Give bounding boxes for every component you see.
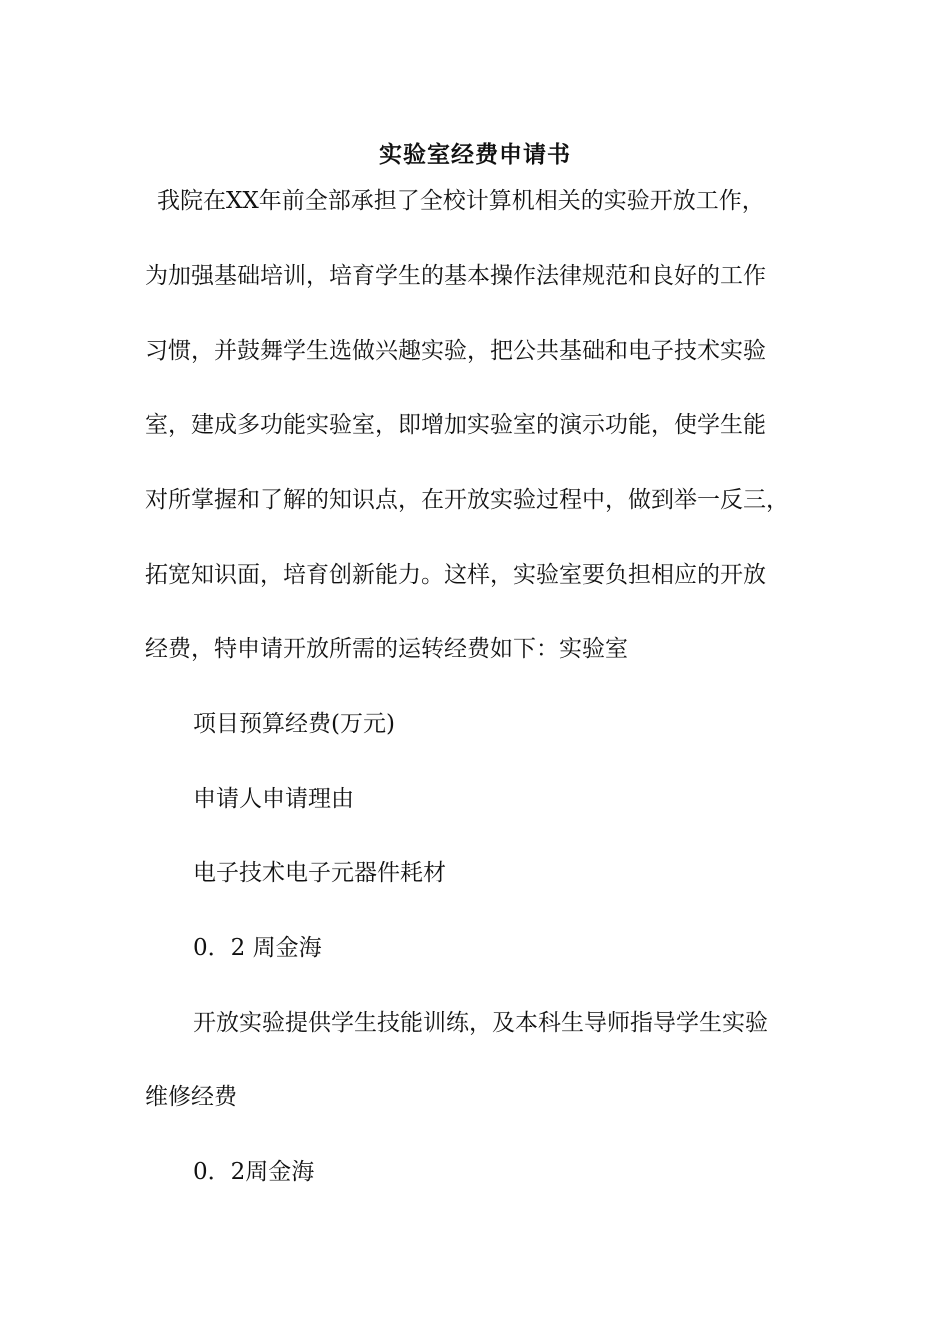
body-line-5: 对所掌握和了解的知识点，在开放实验过程中，做到举一反三， [145,487,789,513]
amount-line-2: 0．2周金海 [193,1159,315,1185]
body-line-3: 习惯，并鼓舞学生选做兴趣实验，把公共基础和电子技术实验 [145,338,766,364]
body-line-7: 经费，特申请开放所需的运转经费如下：实验室 [145,636,628,662]
body-line-2: 为加强基础培训，培育学生的基本操作法律规范和良好的工作 [145,263,766,289]
reason-line-1: 开放实验提供学生技能训练，及本科生导师指导学生实验 [193,1010,768,1036]
amount-line-1: 0．2 周金海 [193,935,322,961]
budget-header-line: 项目预算经费(万元) [193,711,395,737]
body-line-1: 我院在XX年前全部承担了全校计算机相关的实验开放工作， [157,188,765,214]
document-title: 实验室经费申请书 [379,141,571,168]
item-line-1: 电子技术电子元器件耗材 [193,860,446,886]
applicant-header-line: 申请人申请理由 [193,786,354,812]
body-line-6: 拓宽知识面，培育创新能力。这样，实验室要负担相应的开放 [145,562,766,588]
body-line-4: 室，建成多功能实验室，即增加实验室的演示功能，使学生能 [145,412,766,438]
item-line-2: 维修经费 [145,1084,237,1110]
